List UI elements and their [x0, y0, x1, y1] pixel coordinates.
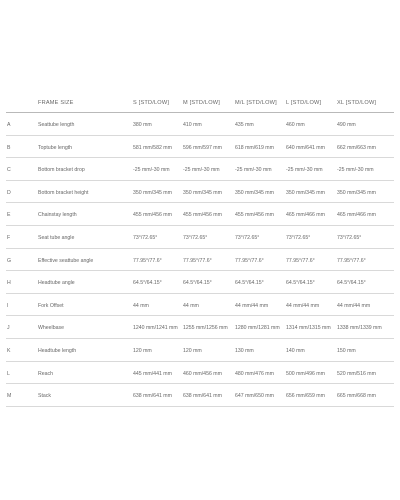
row-letter: E [7, 212, 11, 219]
header-size-xl: XL [STD/LOW] [337, 100, 377, 106]
row-measurement-name: Chainstay length [38, 212, 77, 219]
cell-size-xl: 64.5°/64.15° [337, 280, 366, 287]
row-letter: G [7, 257, 12, 264]
row-letter: M [7, 393, 12, 400]
cell-size-l: 1314 mm/1315 mm [286, 325, 331, 332]
cell-size-s: 455 mm/456 mm [133, 212, 172, 219]
cell-size-l: 656 mm/659 mm [286, 393, 325, 400]
cell-size-ml: 618 mm/619 mm [235, 144, 274, 151]
cell-size-m: 460 mm/456 mm [183, 370, 222, 377]
cell-size-xl: 44 mm/44 mm [337, 302, 371, 309]
cell-size-ml: 1280 mm/1281 mm [235, 325, 280, 332]
row-measurement-name: Effective seattube angle [38, 257, 94, 264]
row-measurement-name: Seat tube angle [38, 234, 75, 241]
row-measurement-name: Reach [38, 370, 53, 377]
cell-size-ml: -25 mm/-30 mm [235, 167, 272, 174]
cell-size-ml: 130 mm [235, 347, 254, 354]
cell-size-s: 1240 mm/1241 mm [133, 325, 178, 332]
row-letter: I [7, 302, 9, 309]
table-row [6, 339, 394, 362]
cell-size-l: 350 mm/345 mm [286, 189, 325, 196]
cell-size-l: 73°/72.65° [286, 234, 311, 241]
row-letter: D [7, 189, 11, 196]
table-row [6, 181, 394, 204]
cell-size-m: 1255 mm/1256 mm [183, 325, 228, 332]
cell-size-xl: 490 mm [337, 122, 356, 128]
table-row [6, 136, 394, 159]
row-measurement-name: Seattube length [38, 122, 75, 128]
row-measurement-name: Toptube length [38, 144, 73, 151]
cell-size-xl: 465 mm/466 mm [337, 212, 376, 219]
cell-size-l: 44 mm/44 mm [286, 302, 320, 309]
cell-size-l: 77.95°/77.6° [286, 257, 315, 264]
table-row [6, 113, 394, 136]
row-letter: B [7, 144, 11, 151]
row-letter: C [7, 167, 11, 174]
cell-size-l: 140 mm [286, 347, 305, 354]
row-letter: L [7, 370, 10, 377]
cell-size-ml: 44 mm/44 mm [235, 302, 269, 309]
cell-size-l: 460 mm [286, 122, 305, 128]
table-row [6, 294, 394, 317]
cell-size-ml: 73°/72.65° [235, 234, 260, 241]
table-row [6, 226, 394, 249]
cell-size-l: 640 mm/641 mm [286, 144, 325, 151]
cell-size-ml: 435 mm [235, 122, 254, 128]
cell-size-xl: 150 mm [337, 347, 356, 354]
cell-size-s: 445 mm/441 mm [133, 370, 172, 377]
table-row [6, 249, 394, 272]
row-letter: K [7, 347, 11, 354]
cell-size-ml: 64.5°/64.15° [235, 280, 264, 287]
cell-size-xl: 1338 mm/1339 mm [337, 325, 382, 332]
cell-size-l: 500 mm/496 mm [286, 370, 325, 377]
row-letter: A [7, 122, 11, 128]
cell-size-m: 596 mm/597 mm [183, 144, 222, 151]
cell-size-ml: 77.95°/77.6° [235, 257, 264, 264]
cell-size-m: -25 mm/-30 mm [183, 167, 220, 174]
table-row [6, 158, 394, 181]
cell-size-xl: 520 mm/516 mm [337, 370, 376, 377]
cell-size-xl: 73°/72.65° [337, 234, 362, 241]
header-size-s: S [STD/LOW] [133, 100, 170, 106]
cell-size-ml: 647 mm/650 mm [235, 393, 274, 400]
cell-size-m: 120 mm [183, 347, 202, 354]
cell-size-s: 44 mm [133, 302, 149, 309]
header-frame-size: FRAME SIZE [38, 100, 74, 106]
row-measurement-name: Headtube angle [38, 280, 75, 287]
row-measurement-name: Bottom bracket drop [38, 167, 85, 174]
cell-size-xl: 350 mm/345 mm [337, 189, 376, 196]
row-measurement-name: Stack [38, 393, 51, 400]
cell-size-l: 465 mm/466 mm [286, 212, 325, 219]
cell-size-m: 410 mm [183, 122, 202, 128]
cell-size-m: 455 mm/456 mm [183, 212, 222, 219]
table-row [6, 316, 394, 339]
header-size-ml: M/L [STD/LOW] [235, 100, 277, 106]
cell-size-ml: 455 mm/456 mm [235, 212, 274, 219]
geometry-table-body [0, 113, 400, 407]
cell-size-s: 73°/72.65° [133, 234, 158, 241]
cell-size-s: -25 mm/-30 mm [133, 167, 170, 174]
header-size-m: M [STD/LOW] [183, 100, 221, 106]
cell-size-s: 638 mm/641 mm [133, 393, 172, 400]
row-measurement-name: Wheelbase [38, 325, 64, 332]
cell-size-xl: -25 mm/-30 mm [337, 167, 374, 174]
table-row [6, 271, 394, 294]
header-size-l: L [STD/LOW] [286, 100, 322, 106]
cell-size-xl: 77.95°/77.6° [337, 257, 366, 264]
table-row [6, 203, 394, 226]
table-header [0, 100, 400, 112]
cell-size-s: 120 mm [133, 347, 152, 354]
cell-size-s: 380 mm [133, 122, 152, 128]
cell-size-m: 77.95°/77.6° [183, 257, 212, 264]
cell-size-m: 64.5°/64.15° [183, 280, 212, 287]
cell-size-s: 64.5°/64.15° [133, 280, 162, 287]
row-measurement-name: Bottom bracket height [38, 189, 89, 196]
row-letter: J [7, 325, 10, 332]
table-row [6, 362, 394, 385]
row-letter: F [7, 234, 11, 241]
cell-size-xl: 665 mm/668 mm [337, 393, 376, 400]
table-row [6, 384, 394, 407]
cell-size-m: 350 mm/345 mm [183, 189, 222, 196]
row-letter: H [7, 280, 11, 287]
cell-size-m: 44 mm [183, 302, 199, 309]
cell-size-xl: 662 mm/663 mm [337, 144, 376, 151]
cell-size-l: 64.5°/64.15° [286, 280, 315, 287]
cell-size-ml: 480 mm/476 mm [235, 370, 274, 377]
cell-size-m: 638 mm/641 mm [183, 393, 222, 400]
cell-size-ml: 350 mm/345 mm [235, 189, 274, 196]
cell-size-l: -25 mm/-30 mm [286, 167, 323, 174]
row-measurement-name: Fork Offset [38, 302, 64, 309]
cell-size-s: 581 mm/582 mm [133, 144, 172, 151]
row-measurement-name: Headtube length [38, 347, 77, 354]
cell-size-s: 77.95°/77.6° [133, 257, 162, 264]
cell-size-s: 350 mm/345 mm [133, 189, 172, 196]
cell-size-m: 73°/72.65° [183, 234, 208, 241]
